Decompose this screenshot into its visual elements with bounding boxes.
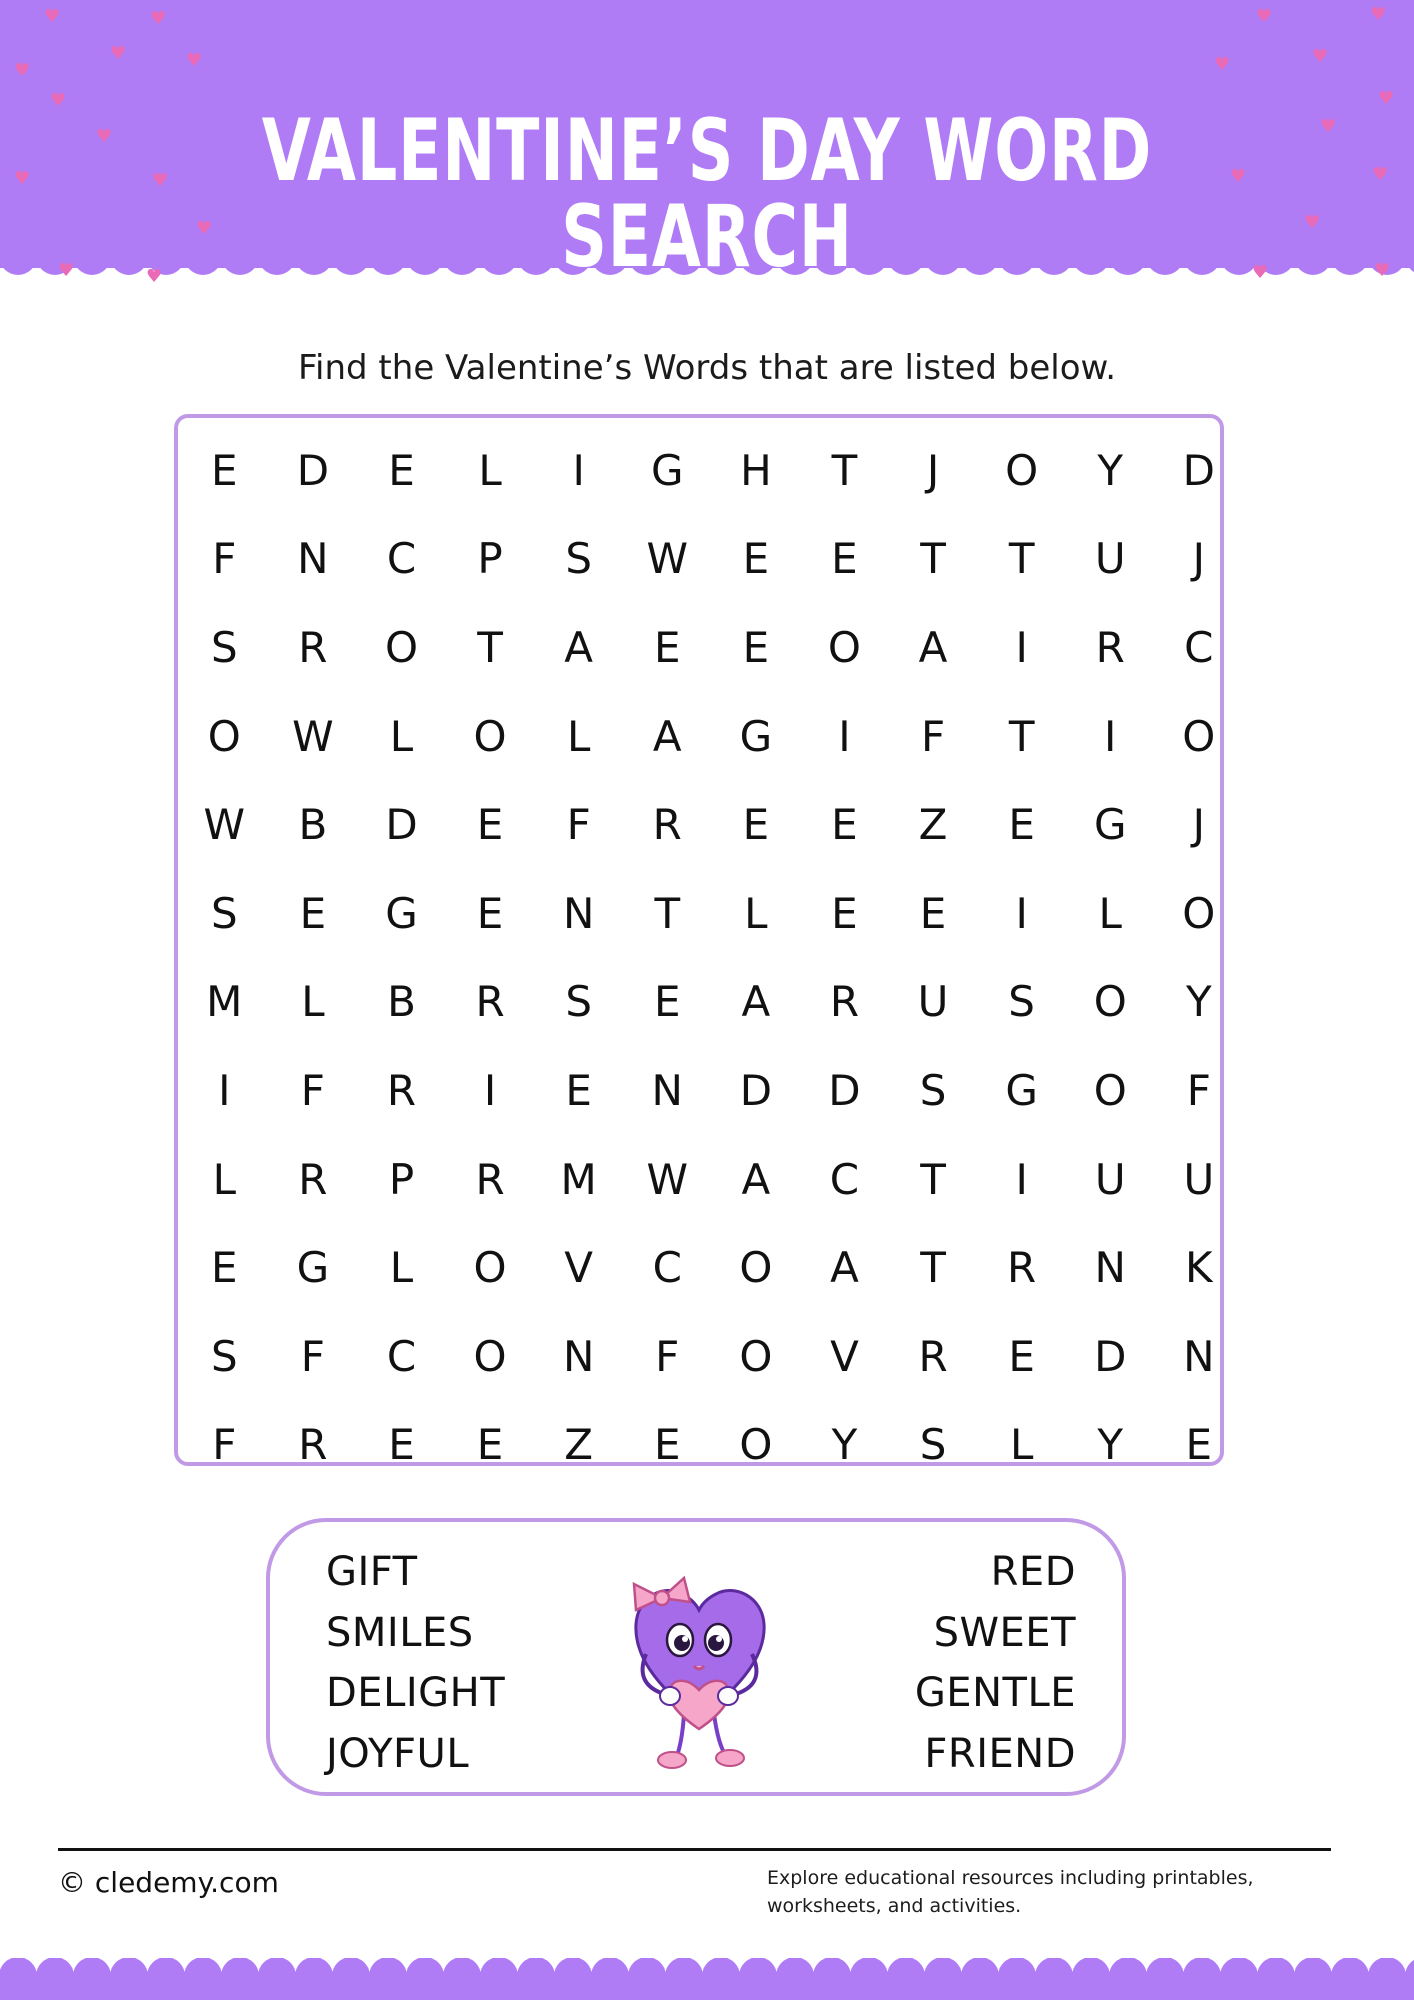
grid-letter: U bbox=[1094, 1154, 1126, 1204]
grid-letter: E bbox=[211, 445, 238, 495]
grid-letter: E bbox=[1008, 1331, 1035, 1381]
grid-letter: E bbox=[1185, 1420, 1213, 1470]
grid-letter: E bbox=[653, 1420, 681, 1470]
grid-letter: R bbox=[1095, 622, 1125, 672]
footer-divider bbox=[58, 1848, 1331, 1851]
word-item: JOYFUL bbox=[326, 1730, 470, 1777]
grid-letter: G bbox=[296, 1243, 330, 1293]
grid-letter: A bbox=[918, 622, 948, 672]
grid-letter: R bbox=[652, 800, 682, 850]
grid-letter: I bbox=[483, 1065, 497, 1115]
grid-letter: R bbox=[918, 1331, 948, 1381]
grid-letter: A bbox=[741, 977, 771, 1027]
grid-letter: D bbox=[1182, 445, 1215, 495]
grid-letter: I bbox=[1015, 1154, 1028, 1204]
grid-letter: F bbox=[920, 711, 946, 761]
grid-letter: I bbox=[1015, 622, 1028, 672]
grid-letter: E bbox=[653, 977, 681, 1027]
heart-icon: ♥ bbox=[186, 50, 203, 71]
page-title: VALENTINE’S DAY WORD SEARCH bbox=[261, 101, 1153, 287]
grid-letter: N bbox=[297, 534, 329, 584]
grid-letter: N bbox=[1183, 1331, 1215, 1381]
grid-letter: F bbox=[300, 1331, 325, 1381]
word-list-box bbox=[266, 1518, 1126, 1796]
grid-letter: E bbox=[388, 445, 415, 495]
grid-letter: O bbox=[1005, 445, 1039, 495]
grid-letter: F bbox=[212, 1420, 237, 1470]
grid-letter: C bbox=[1184, 622, 1214, 672]
grid-letter: V bbox=[830, 1331, 859, 1381]
grid-letter: A bbox=[564, 622, 594, 672]
heart-icon: ♥ bbox=[1304, 212, 1321, 233]
grid-letter: J bbox=[1192, 800, 1206, 850]
grid-letter: D bbox=[385, 800, 418, 850]
grid-letter: W bbox=[646, 534, 689, 584]
grid-letter: T bbox=[1008, 711, 1035, 761]
grid-letter: L bbox=[1098, 888, 1122, 938]
word-search-grid bbox=[174, 414, 1224, 1470]
heart-icon: ♥ bbox=[50, 90, 67, 111]
grid-letter: M bbox=[560, 1154, 597, 1204]
heart-icon: ♥ bbox=[1378, 88, 1395, 109]
grid-letter: O bbox=[739, 1243, 773, 1293]
grid-letter: O bbox=[1182, 711, 1216, 761]
grid-letter: L bbox=[212, 1154, 236, 1204]
grid-letter: E bbox=[742, 800, 770, 850]
heart-icon: ♥ bbox=[1256, 6, 1273, 27]
heart-icon: ♥ bbox=[196, 218, 213, 239]
grid-letter: G bbox=[739, 711, 773, 761]
grid-letter: F bbox=[566, 800, 591, 850]
grid-letter: A bbox=[830, 1243, 859, 1293]
grid-letter: Y bbox=[831, 1420, 858, 1470]
grid-letter: T bbox=[920, 534, 946, 584]
grid-letter: C bbox=[386, 1331, 417, 1381]
grid-letter: C bbox=[829, 1154, 860, 1204]
grid-letter: R bbox=[386, 1065, 417, 1115]
heart-icon: ♥ bbox=[96, 126, 113, 147]
grid-letter: N bbox=[651, 1065, 683, 1115]
bottom-scallop-band bbox=[0, 1958, 1414, 2000]
grid-letter: E bbox=[211, 1243, 238, 1293]
grid-letter: Y bbox=[1097, 1420, 1124, 1470]
grid-letter: B bbox=[298, 800, 328, 850]
grid-letter: I bbox=[1104, 711, 1117, 761]
grid-letter: O bbox=[1093, 1065, 1127, 1115]
grid-letter: E bbox=[476, 888, 504, 938]
grid-letter: O bbox=[473, 711, 507, 761]
heart-mascot-illustration bbox=[614, 1544, 784, 1774]
grid-letter: D bbox=[1094, 1331, 1127, 1381]
grid-letter: F bbox=[655, 1331, 680, 1381]
grid-letter: I bbox=[572, 445, 585, 495]
grid-letter: E bbox=[831, 800, 858, 850]
grid-letter: M bbox=[206, 977, 243, 1027]
grid-letter: D bbox=[739, 1065, 773, 1115]
grid-letter: B bbox=[387, 977, 416, 1027]
grid-letter: E bbox=[476, 800, 504, 850]
grid-letter: O bbox=[1182, 888, 1216, 938]
heart-icon: ♥ bbox=[1312, 46, 1329, 67]
heart-icon: ♥ bbox=[1372, 164, 1389, 185]
grid-letter: E bbox=[299, 888, 327, 938]
grid-letter: Z bbox=[564, 1420, 594, 1470]
grid-letter: O bbox=[739, 1420, 773, 1470]
heart-icon: ♥ bbox=[1320, 116, 1337, 137]
grid-letter: H bbox=[740, 445, 772, 495]
grid-letter: T bbox=[920, 1154, 946, 1204]
letter-grid bbox=[180, 426, 1243, 1489]
heart-icon: ♥ bbox=[146, 266, 163, 287]
grid-letter: S bbox=[1008, 977, 1035, 1027]
grid-letter: W bbox=[203, 800, 246, 850]
grid-letter: D bbox=[828, 1065, 861, 1115]
grid-letter: P bbox=[388, 1154, 415, 1204]
heart-icon: ♥ bbox=[44, 6, 61, 27]
grid-letter: I bbox=[218, 1065, 231, 1115]
grid-letter: L bbox=[301, 977, 325, 1027]
grid-letter: W bbox=[292, 711, 334, 761]
grid-letter: L bbox=[478, 445, 502, 495]
grid-letter: A bbox=[652, 711, 682, 761]
copyright-text: © cledemy.com bbox=[58, 1866, 279, 1899]
word-item: FRIEND bbox=[924, 1730, 1076, 1777]
grid-letter: O bbox=[384, 622, 419, 672]
grid-letter: T bbox=[920, 1243, 946, 1293]
word-item: GIFT bbox=[326, 1549, 418, 1595]
word-item: RED bbox=[990, 1549, 1076, 1595]
grid-letter: E bbox=[831, 534, 858, 584]
grid-letter: W bbox=[646, 1154, 689, 1204]
grid-letter: J bbox=[926, 445, 940, 495]
grid-letter: S bbox=[565, 534, 592, 584]
heart-icon: ♥ bbox=[1214, 54, 1231, 75]
grid-letter: C bbox=[652, 1243, 682, 1293]
heart-icon: ♥ bbox=[152, 170, 169, 191]
grid-letter: U bbox=[917, 977, 949, 1027]
grid-letter: Y bbox=[1186, 977, 1212, 1027]
heart-icon: ♥ bbox=[150, 8, 167, 29]
grid-letter: L bbox=[566, 711, 591, 761]
grid-letter: E bbox=[831, 888, 858, 938]
heart-icon: ♥ bbox=[110, 43, 127, 64]
grid-letter: L bbox=[744, 888, 768, 938]
grid-letter: E bbox=[476, 1420, 504, 1470]
grid-letter: F bbox=[212, 534, 237, 584]
grid-letter: R bbox=[298, 622, 328, 672]
heart-icon: ♥ bbox=[14, 168, 31, 189]
word-item: SMILES bbox=[326, 1609, 474, 1656]
grid-letter: L bbox=[389, 1243, 414, 1293]
grid-letter: S bbox=[210, 888, 238, 938]
heart-icon: ♥ bbox=[14, 60, 31, 81]
grid-letter: O bbox=[473, 1243, 507, 1293]
grid-letter: S bbox=[210, 622, 238, 672]
grid-letter: O bbox=[1093, 977, 1127, 1027]
grid-letter: R bbox=[829, 977, 860, 1027]
grid-letter: O bbox=[207, 711, 241, 761]
grid-letter: G bbox=[650, 445, 684, 495]
instructions-text: Find the Valentine’s Words that are listed below. bbox=[297, 348, 1117, 388]
grid-letter: R bbox=[1007, 1243, 1037, 1293]
grid-letter: T bbox=[654, 888, 681, 938]
grid-letter: R bbox=[475, 1154, 505, 1204]
grid-letter: N bbox=[562, 888, 595, 938]
grid-letter: E bbox=[565, 1065, 592, 1115]
grid-letter: G bbox=[1005, 1065, 1038, 1115]
grid-letter: O bbox=[827, 622, 861, 672]
heart-icon: ♥ bbox=[1230, 166, 1247, 187]
grid-letter: U bbox=[1183, 1154, 1215, 1204]
grid-letter: I bbox=[1015, 888, 1028, 938]
grid-letter: L bbox=[389, 711, 414, 761]
heart-icon: ♥ bbox=[1370, 4, 1387, 25]
grid-letter: R bbox=[475, 977, 505, 1027]
grid-letter: E bbox=[919, 888, 947, 938]
grid-letter: Y bbox=[1097, 445, 1124, 495]
grid-letter: C bbox=[386, 534, 417, 584]
grid-letter: O bbox=[739, 1331, 773, 1381]
grid-letter: E bbox=[1008, 800, 1035, 850]
grid-letter: O bbox=[473, 1331, 507, 1381]
grid-letter: E bbox=[742, 622, 770, 672]
word-item: SWEET bbox=[933, 1609, 1076, 1656]
word-list-right bbox=[915, 1542, 1076, 1784]
grid-letter: I bbox=[838, 711, 851, 761]
grid-letter: A bbox=[741, 1154, 771, 1204]
grid-letter: G bbox=[385, 888, 418, 938]
grid-letter: D bbox=[296, 445, 330, 495]
grid-letter: S bbox=[565, 977, 592, 1027]
grid-letter: P bbox=[477, 534, 503, 584]
grid-letter: N bbox=[1094, 1243, 1126, 1293]
grid-letter: S bbox=[210, 1331, 238, 1381]
grid-letter: T bbox=[477, 622, 503, 672]
word-list-left bbox=[326, 1542, 505, 1784]
heart-icon: ♥ bbox=[1252, 262, 1269, 283]
grid-letter: K bbox=[1185, 1243, 1213, 1293]
grid-letter: J bbox=[1192, 534, 1206, 584]
grid-letter: L bbox=[1009, 1420, 1034, 1470]
grid-letter: Z bbox=[918, 800, 948, 850]
grid-letter: E bbox=[388, 1420, 415, 1470]
word-item: GENTLE bbox=[914, 1670, 1076, 1716]
grid-letter: T bbox=[1008, 534, 1035, 584]
grid-letter: N bbox=[562, 1331, 595, 1381]
grid-letter: G bbox=[1093, 800, 1127, 850]
grid-letter: R bbox=[298, 1154, 328, 1204]
grid-letter: S bbox=[919, 1065, 947, 1115]
grid-letter: F bbox=[1186, 1065, 1211, 1115]
grid-letter: U bbox=[1094, 534, 1126, 584]
word-item: DELIGHT bbox=[326, 1670, 506, 1716]
grid-letter: T bbox=[831, 445, 858, 495]
grid-letter: S bbox=[919, 1420, 947, 1470]
footer-tagline: Explore educational resources including printables, worksheets, and activities. bbox=[767, 1867, 1254, 1917]
heart-icon: ♥ bbox=[58, 260, 75, 281]
grid-letter: R bbox=[298, 1420, 328, 1470]
heart-icon: ♥ bbox=[1374, 260, 1391, 281]
grid-letter: E bbox=[653, 622, 681, 672]
grid-letter: E bbox=[742, 534, 770, 584]
grid-letter: F bbox=[300, 1065, 325, 1115]
grid-letter: V bbox=[564, 1243, 594, 1293]
